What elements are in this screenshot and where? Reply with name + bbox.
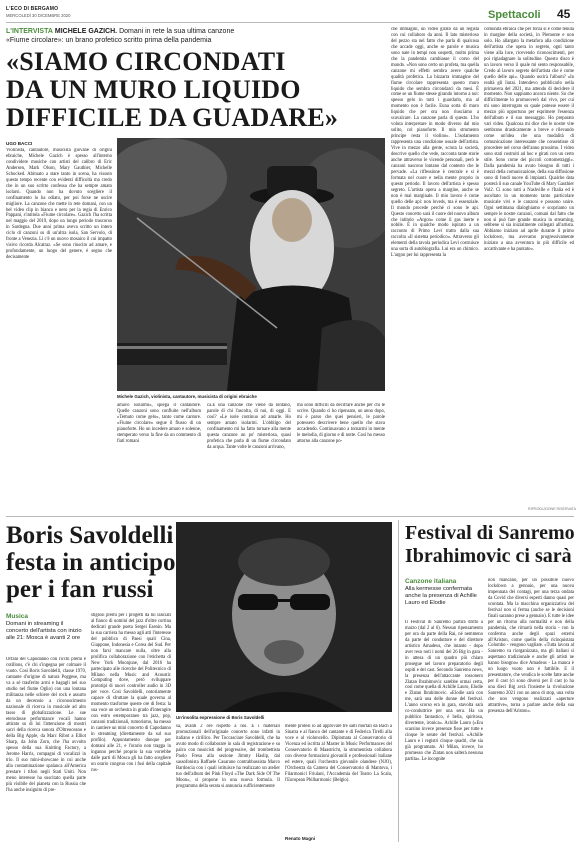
header-rule	[6, 22, 574, 23]
sanremo-text: non mancano, per un possibile nuovo lockdown a gennaio, per una nuova impennata dei contagi, per una terza ondata da Covid che diversi esperti danno quasi per scontata. Ma la macchina organizzativa del festival non si ferma (anche se le decisioni finali saranno prese a gennaio). E tutte le idee per un ritorno alla normalità e non della pandemia, che rimarrà nella storia - con la conferma anche degli spazi esterni all'Ariston, come quello della ricinquistata Colombo - vengono vagliate. «Tutta lavora al Sanremo va riorganizzata, ma gli italiani si aspettano tradizionale e anche gli artisti ne hanno bisogno» dice Amadeus - La manca è un luogo vuoto non è fattibile. E il presentatore, che vendica le scelte fatte anche per il cast (ci sono diversi per il cast (o ha una dieci Big avrà l'insieme la rivoluzione Sanremo 2021 con un anno di stop, una volta che non vengono realizzati «aperture attrattive», torna a parlare anche della sua presenza dell'Ariston».	[488, 578, 574, 714]
savoldelli-col-2	[91, 613, 171, 842]
gazich-photo-caption: Michele Gazich, violinista, cantautore, musicista di origini ebraiche	[117, 394, 257, 399]
savoldelli-sidebar	[6, 613, 86, 642]
top-article-col-3	[207, 403, 291, 512]
sanremo-sidebar-text: Alla kermesse confermata anche la presenza di Achille Lauro ed Elodie	[405, 586, 477, 606]
savoldelli-col-1	[6, 657, 86, 842]
top-article-text: ca.E una canzone che viene da lontano, parole di chi l'ascolta, di noi, di oggi. E così? «Le isole continuo ad amarle. Ho sempre amato isolarmi. L'obbligo del confinamento mi ha fatto tornare alla mente questa canzone un po' misteriosa, quasi profetica che parla di un fiume circondato da acqua. Tante volte le canzoni arrivano,	[207, 403, 291, 450]
savoldelli-photo	[176, 522, 392, 712]
gazich-photo-image	[117, 138, 385, 391]
savoldelli-photo-image	[176, 522, 392, 712]
main-headline-line: DIFFICILE DA GUADARE»	[6, 103, 339, 132]
section-divider	[6, 516, 574, 517]
kicker-label: L'INTERVISTA	[6, 28, 53, 35]
top-article-text: Violinista, cantautore, musicista giovane di origini ebraiche, Michele Gazich è spesso all'interno condividere musiche con artisti del calibro di Eric Andersen, Mark Olson, Mary Gauthier, Michelle Schocked. Abituato a stare tanto in scena, ha vissuto questo tempo recente con evidenti difficoltà ma credo che in un suo scritto confessa che ha sempre amato isolarsi. Quando non ha dovuto scegliere il confinamento lo ha odiato, per poi forse ne uscire migliore. La canzone che mette in rete domani, con un bel video clip in bianco e nero per la regia di Enrico Pappani, s'intitola «Fiume circolare». Gazich l'ha scritta nel maggio del 2019, dopo un lungo periodo trascorso in Sardegna. Due anni prima aveva scritto un intero ciclo di canzoni su di un'altra isola, San Servolo, di fronte a Venezia. Lì c'è un nuovo mosaico il cui impatto visivo ricorda Alcatraz. «Se sono riuscito ad amare, e profondamente, un luogo del genere, è segno che decisamente	[6, 148, 112, 261]
sanremo-col-1	[405, 620, 483, 842]
kicker-text: Domani in rete la sua ultima canzone	[119, 28, 235, 35]
savoldelli-signature: Renato Magni	[285, 836, 316, 841]
top-article-text: che immagini, un video girato da un regista con cui collaboro da anni. Il lato misterioso del pezzo sta nel fatto che parla di qualcosa che accade oggi, anche se parole e musica sono nate in tempi non sospetti, molto prima che la pandemia cambiasse il corso del mondo. «Non sono certo un profeta, ma quella canzone mi effetti sembra avere qualche qualità profetica. La bizzarra immagine del fiume circolare rappresenta questo muro liquido che sembra circondarci da mesi. È come se un fiume stesse girando intorno a noi: spesso gelo in tutti i guardarlo, ma al momento non è facile. Euna sorta di muro liquido che per ora non riusciamo a scavalcare. La canzone parla di questo. L'ho voluta interpretare in modo diverso dal mio solito, col pianoforte. Il mio strumento principe resta il violino». L'isolamento rappresenta una condizione usuale dell'artista. Vive in mezzo alla gente, scruta la società, descrive quello che vede, racconta tante storie anche attraverso le vicende personali, però le canzoni nascono lontano dal contesto che le pervade. «La riflessione è centrale e si è formata nel cuore e nella mente proprio in questo periodo. Il lavoro dell'artista è spesso segreto. L'artista opera a margine, anche se non è mai marginale. Il mio lavoro è come quello delle api: non loveds, ma è essenziale. Il mondo procede perché ci sono le api. Questo concetto sarà il cuore del nuovo album che intitolo «Argon» come il gas inerte e nobile. È in qualche modo ispirato a un racconto di Primo Levi tratto dalla sua raccolta «Il sistema periodico». Attraverso gli elementi della tavola periodica Levi costruisce una sorta di autobiografia. Lui era un chimico. L'argon per lui rappresenta la	[391, 27, 479, 259]
kicker	[6, 27, 396, 45]
top-article-col-4	[297, 403, 385, 512]
masthead	[6, 6, 70, 18]
paper-name: L'ECO DI BERGAMO	[6, 6, 59, 12]
top-article-col-5	[391, 27, 479, 512]
savoldelli-headline-line: festa in anticipo	[6, 549, 176, 576]
savoldelli-sidebar-text: Domani in streaming il concerto dell'artista con inizio alle 21: Mosca è avanti 2 ore	[6, 621, 82, 641]
reserved-notice: RIPRODUZIONE RISERVATA	[528, 507, 577, 511]
sanremo-headline-line: Festival di Sanremo	[405, 522, 575, 544]
sanremo-headline-line: Ibrahimovic ci sarà	[405, 545, 572, 567]
kicker-line-2: «Fiume circolare»: un brano profetico scritto prima della pandemia	[6, 37, 212, 44]
top-article-text: comunità ebraica che per forza si è come tenuta in margine della società, in Piemonte e non solo. Ho allargato la metafora alla condizione dell'artista che opera in segreto, ogni tanto viene alla luce, ricevendo riconoscimenti, per poi rigiadagnare la solitudine. Questo disco è un lavoro verso il quale mi sento responsabile, Credo al lavoro segreto dell'artista che è come quello delle api». Quando uscirà l'album? «In realtà gli liutai. Intendevo pubblicarlo nella primavera del 2021, ma attendo di decidere il momento. Non sappiamo ancora niente. So che difficilmente lo promuoverò dal vivo, per cui mi sono interrogato su quale potesse essere il mezzo più opportuno per esprimere l'essenza dell'album e il suo messaggio. Ho preparato vari video. Qualcosa mi dice che le nostre vite sembrano drasticamente a breve e rilevando come un'idea che una modalità di comunicazione interessante che consentisse di procedere nel corso dell'anno prossimo. I video sono stati costruiti ad hoc e girati con un certo stile. Sono come dei piccoli cortometraggi». Dalla pandemia ha avuto bisogno di tutti i mezzi della comunicazione, della sua diffusione sono di fondi nuove di impianti. Qualche data posterà il suo canale YouTube di Mary Gauthier Vol2. Ci sono tutti a Nashville e l'Italia ed è ascoltato in un momento tanto particolare musicale vivi e le canzoni e possono unire. Ogni settimana dialoghiamo e scopriamo un sempre le nostre canzoni, comuni dal fatto che non si può fare grande musica in streaming, sebbene si sia inizialmente collegati all'artista. Abbiamo iniziato ad aprile durante il primo lockdown, ma avevamo progressivamente iniziato a una avventura in più difficile ed accattivante e ha puntato».	[484, 27, 574, 253]
column-divider	[398, 520, 399, 842]
sanremo-text: Il Festival di Sanremo partirà dritto a marzo (dal 2 al 6). Nessun ripensamento per ora da parte della Rai, né nemmeno da parte del conduttore e del direttore artistico Amadeus, che intanto - dopo aver reso noti i nomi dei 26 Big in gara - in attesa di un quadro più chiaro prosegue nel lavoro preparatorio degli ospiti e del cast. Secondo Sanremo news, la presenza dell'attaccante rossonero Zlatan Ibrahimovic sarebbe ormai certa, così come quella di Achille Lauro, Elodie e Zlatan Ibrahimovic. «Elodie sarà con me, sarà una delle donne del festival. L'anno scorso era in gara, stavolta sarà co-conduttrice per una sera. Ha un pubblico fantastico, è bella, spiritosa, divertente, ironica». Achille Lauro («Era scarsino invece presenze fisse per tutte e cinque le serate del festival. «Achille Lauro e i registri cinque quadri, che sia già programato. Al Milan, invece, ho promesso che Zlatan non salterà nessuna partita». Le incognite	[405, 620, 483, 762]
savoldelli-text: Orfani del Capodanno con ricchi premi e cotillons, c'è chi s'ingegna per colmare il vuoto. Così Boris Savoldelli, classe 1970, cantante d'origine di natura Poggese, ma va a sé trasferito armi e bagagli nel suo studio nel fiume Oglio) con una lontana militanza nelle schiere del rock e assurto da un decennio a riconoscimento nazionale di ricerca in musicale ad alto tasso di globalizzazione. Le sue eterodosse performance vocali hanno attirato su di lui l'attenzione di mostri sacri della ricerca sonora d'Oltreoceano e della Big Apple, da Marc Ribot a Elliot Sharp, da John Zorn, che l'ha avvolto spesso della sua Knitting Factory, a Jerome Harris, compagni di vocalizzi in trio. Il suo mini-showcase in cui anche alla contaminazione spalanca all'America prestare i tifosi negli Stati Uniti. Non meno interesse ha suscitato quella parte più visibile del pianeta con la Russia che l'ha anche insignito di pre-	[6, 657, 86, 793]
main-headline-line: DA UN MURO LIQUIDO	[6, 75, 301, 104]
savoldelli-col-4	[285, 724, 392, 834]
sanremo-sidebar-label: Canzone italiana	[405, 578, 457, 585]
top-article-text: amavo isolarmi», spiega il cantautore. Quelle canzoni sono confluite nell'album «Temuto come gelo», tanto come cantore. «Fiume circolare» segue il flusso di un pianoforte. Ho un incedere amaro e solenne, stemperato verso la fine da un commento di fiati romani	[117, 403, 201, 444]
savoldelli-headline-line: Boris Savoldelli	[6, 522, 174, 549]
top-article-col-1	[6, 148, 112, 512]
savoldelli-photo-caption: Un'insolita espressione di Boris Savoldelli	[176, 715, 265, 720]
issue-date: MERCOLEDÌ 30 DICEMBRE 2020	[6, 13, 71, 18]
page-number: 45	[557, 7, 571, 21]
section-label: Spettacoli	[488, 9, 541, 21]
main-headline-line: «SIAMO CIRCONDATI	[6, 47, 286, 76]
savoldelli-text: sa, avanti 2 ore rispetto a noi. E i materiali promozionali dell'originale concerto sono infatti in italiano e cirillico. Per Toccasciare Savoldelli, che ha avuto modo di collaborare in sala di registrazione e su palco con musicisti del progressive, del trombettista Paolo Fresu alla sezione Jimmy Haslip, dal sassofonista Raffaele Casarano contrabbassista Marco Bardoscia con i quali istituisce ha realizzato un atelier tuo dell'album dei Pink Floyd «The Dark Side Of The Moon», si propone in una nuova formula. Il programma della serata si annuncia sufficientemente	[176, 724, 280, 789]
sanremo-col-2	[488, 578, 574, 842]
top-article-text: ma sono difficili da decifrare anche per chi le scrive. Quando ci ho ripensato, un anno dopo, mi è parso che quei pensieri, le parole potessero descrivere bene quello che stava accadendo. Continuavano a tornarmi in mente le melodia, di giorno e di notte. Così ho messo attorno alla canzone po-	[297, 403, 385, 444]
sanremo-headline	[405, 522, 577, 568]
gazich-photo	[117, 138, 385, 391]
sanremo-sidebar	[405, 578, 483, 607]
top-article-col-6	[484, 27, 574, 505]
savoldelli-col-3	[176, 724, 280, 842]
main-headline	[6, 48, 386, 132]
byline: UGO BACCI	[6, 141, 33, 146]
top-article-col-2	[117, 403, 201, 512]
savoldelli-sidebar-label: Musica	[6, 613, 29, 620]
savoldelli-headline-line: per i fan russi	[6, 576, 154, 603]
savoldelli-text: mente protesi io ad approvare tre salti mortali da Bach a Sinatra e al fianco del cantante e di Federica Tirelli alla voce e al violoncello. Diplomata al Conservatorio di Vicenza ed iscritta al Master in Music Performances del Conservatorio di Maastricht, la strumentista collabora con diverse formazioni giovanili e professionali italiane ed estere, quali l'orchestra giovanile olandese (NJO), l'Orchestra da Camera del Conservatorio di Mantova, i Filarmonici Friulani, l'Accademia del Teatro La Scala, l'European Philharmonic (Belgio).	[285, 724, 392, 783]
kicker-name: MICHELE GAZICH.	[54, 28, 118, 35]
savoldelli-text: stigiosi premi per i progetti da lui lanciati al fianco di uomini del jazz d'oltre cortina dedicati grande poeta Sergei Esenin. Ma la sua carriera ha messo agli atti l'interesse del pubblico di Paesi quali Cina, Giappone, Indonesia e Corea del Sud. Per non farsi mancare nulla, oltre alla prolifica collaborazione con l'etichetta di New York Moonjune, dal 2016 ha partecipato alle ricerche del Politecnico di Milano nella Music and Acoustic Computing dove, però sviluppare prototipi di nuovi controller audio in 3D per voce. Così Savoldelli, notoriamente capace di sfruttare la quale governa al momento trasforme queste ore di festa: la sua voce un orchestra in grado d'interagire con estro estemporaneo tra jazz, pop, canzoni tradizionali, rumorismo, ha messo in cantiere un mini concerto di Capodanno in streaming (direttamente da sul suo profilo). Appuntamento dunque per domani alle 21, e l'orario non tragga in inganno perché proprio la sua vorrebbe dalle parti di Mosca gli ha fatto scegliere un orario congruo con i fusi della capitale rus-	[91, 613, 171, 773]
